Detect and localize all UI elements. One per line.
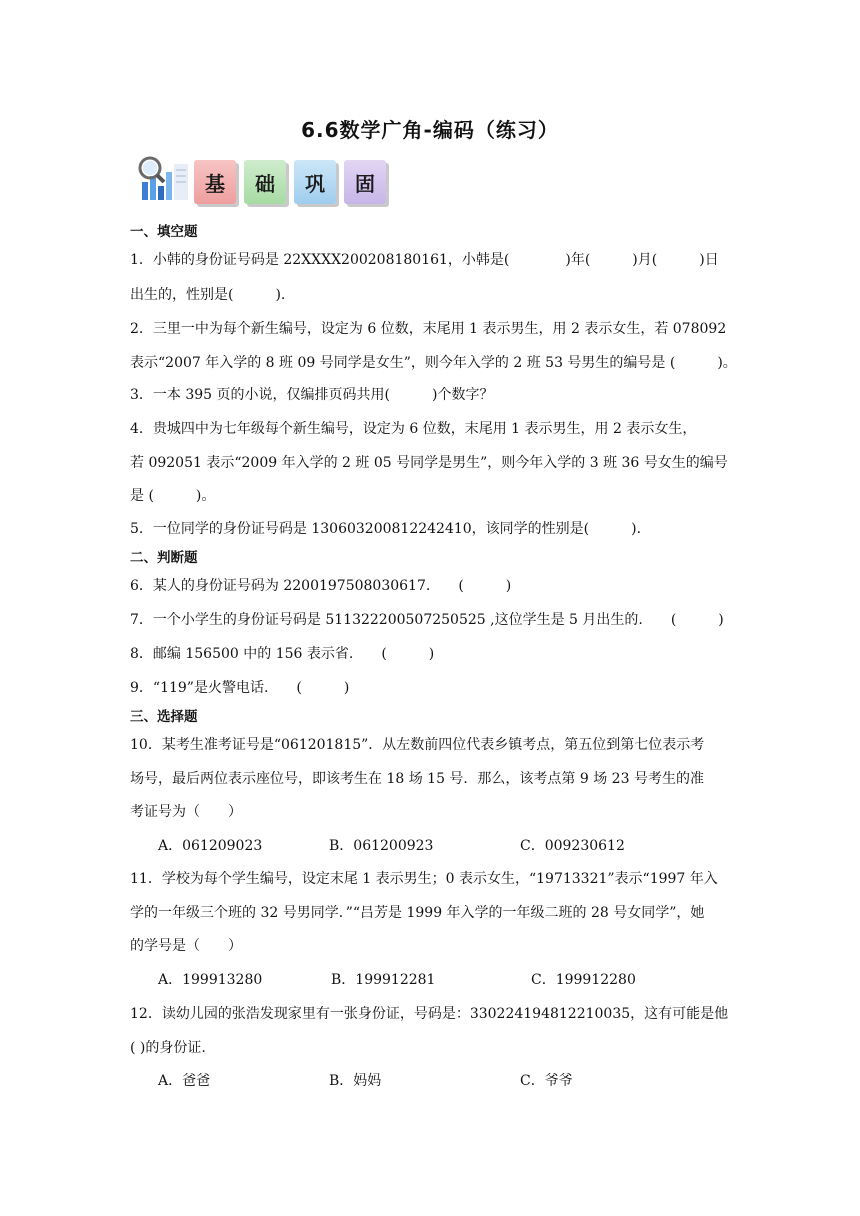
question-10-option-a: A．061209023 bbox=[158, 838, 263, 854]
question-1-line-2: 出生的，性别是( ). bbox=[130, 287, 286, 303]
banner-tile-3: 巩 bbox=[294, 160, 336, 204]
page-title: 6.6数学广角-编码（练习） bbox=[301, 118, 559, 142]
question-10-line-2: 场号，最后两位表示座位号，即该考生在 18 场 15 号．那么，该考点第 9 场 23 号考生的准 bbox=[130, 771, 704, 787]
section-heading-true-false: 二、判断题 bbox=[130, 550, 198, 566]
question-2-line-2: 表示“2007 年入学的 8 班 09 号同学是女生”，则今年入学的 2 班 53 号男生的编号是 ( )。 bbox=[130, 355, 737, 371]
question-1-line-1: 1．小韩的身份证号码是 22XXXX200208180161，小韩是( )年( )月( )日 bbox=[130, 252, 719, 268]
question-6: 6．某人的身份证号码为 2200197508030617. ( ) bbox=[130, 578, 512, 594]
question-12-line-2: ( )的身份证. bbox=[130, 1040, 206, 1056]
question-10-option-c: C．009230612 bbox=[520, 838, 625, 854]
question-2-line-1: 2．三里一中为每个新生编号，设定为 6 位数，末尾用 1 表示男生，用 2 表示女生，若 078092 bbox=[130, 321, 727, 337]
question-10-option-b: B．061200923 bbox=[329, 838, 434, 854]
question-11-option-c: C．199912280 bbox=[531, 972, 636, 988]
question-10-line-3: 考证号为（ ） bbox=[130, 804, 242, 820]
question-7: 7．一个小学生的身份证号码是 511322200507250525 ,这位学生是 5 月出生的. ( ) bbox=[130, 612, 724, 628]
question-5: 5．一位同学的身份证号码是 130603200812242410，该同学的性别是( ). bbox=[130, 521, 642, 537]
question-4-line-1: 4．贵城四中为七年级每个新生编号，设定为 6 位数，末尾用 1 表示男生，用 2 表示女生， bbox=[130, 421, 697, 437]
question-10-line-1: 10．某考生准考证号是“061201815”．从左数前四位代表乡镇考点，第五位到第七位表示考 bbox=[130, 737, 705, 753]
question-12-option-a: A．爸爸 bbox=[158, 1073, 211, 1089]
banner-tile-2: 础 bbox=[244, 160, 286, 204]
question-11-line-3: 的学号是（ ） bbox=[130, 938, 242, 954]
section-heading-fill-blank: 一、填空题 bbox=[130, 224, 198, 240]
question-9: 9．“119”是火警电话. ( ) bbox=[130, 680, 350, 696]
question-4-line-3: 是 ( )。 bbox=[130, 488, 216, 504]
question-12-option-b: B．妈妈 bbox=[329, 1073, 382, 1089]
question-3: 3．一本 395 页的小说，仅编排页码共用( )个数字？ bbox=[130, 387, 494, 403]
question-11-option-b: B．199912281 bbox=[331, 972, 436, 988]
question-11-line-2: 学的一年级三个班的 32 号男同学．”“吕芳是 1999 年入学的一年级二班的 28 号女同学”，她 bbox=[130, 905, 705, 921]
section-banner bbox=[128, 152, 408, 208]
question-4-line-2: 若 092051 表示“2009 年入学的 2 班 05 号同学是男生”，则今年入学的 3 班 36 号女生的编号 bbox=[130, 455, 728, 471]
question-8: 8．邮编 156500 中的 156 表示省. ( ) bbox=[130, 646, 435, 662]
question-11-option-a: A．199913280 bbox=[158, 972, 263, 988]
question-12-option-c: C．爷爷 bbox=[520, 1073, 573, 1089]
banner-tile-4: 固 bbox=[344, 160, 386, 204]
banner-tile-1: 基 bbox=[194, 160, 236, 204]
magnifier-chart-icon bbox=[128, 152, 192, 208]
question-11-line-1: 11．学校为每个学生编号，设定末尾 1 表示男生；0 表示女生，“19713321”表示“1997 年入 bbox=[130, 871, 718, 887]
question-12-line-1: 12．读幼儿园的张浩发现家里有一张身份证，号码是：330224194812210035，这有可能是他 bbox=[130, 1006, 729, 1022]
section-heading-multiple-choice: 三、选择题 bbox=[130, 709, 198, 725]
